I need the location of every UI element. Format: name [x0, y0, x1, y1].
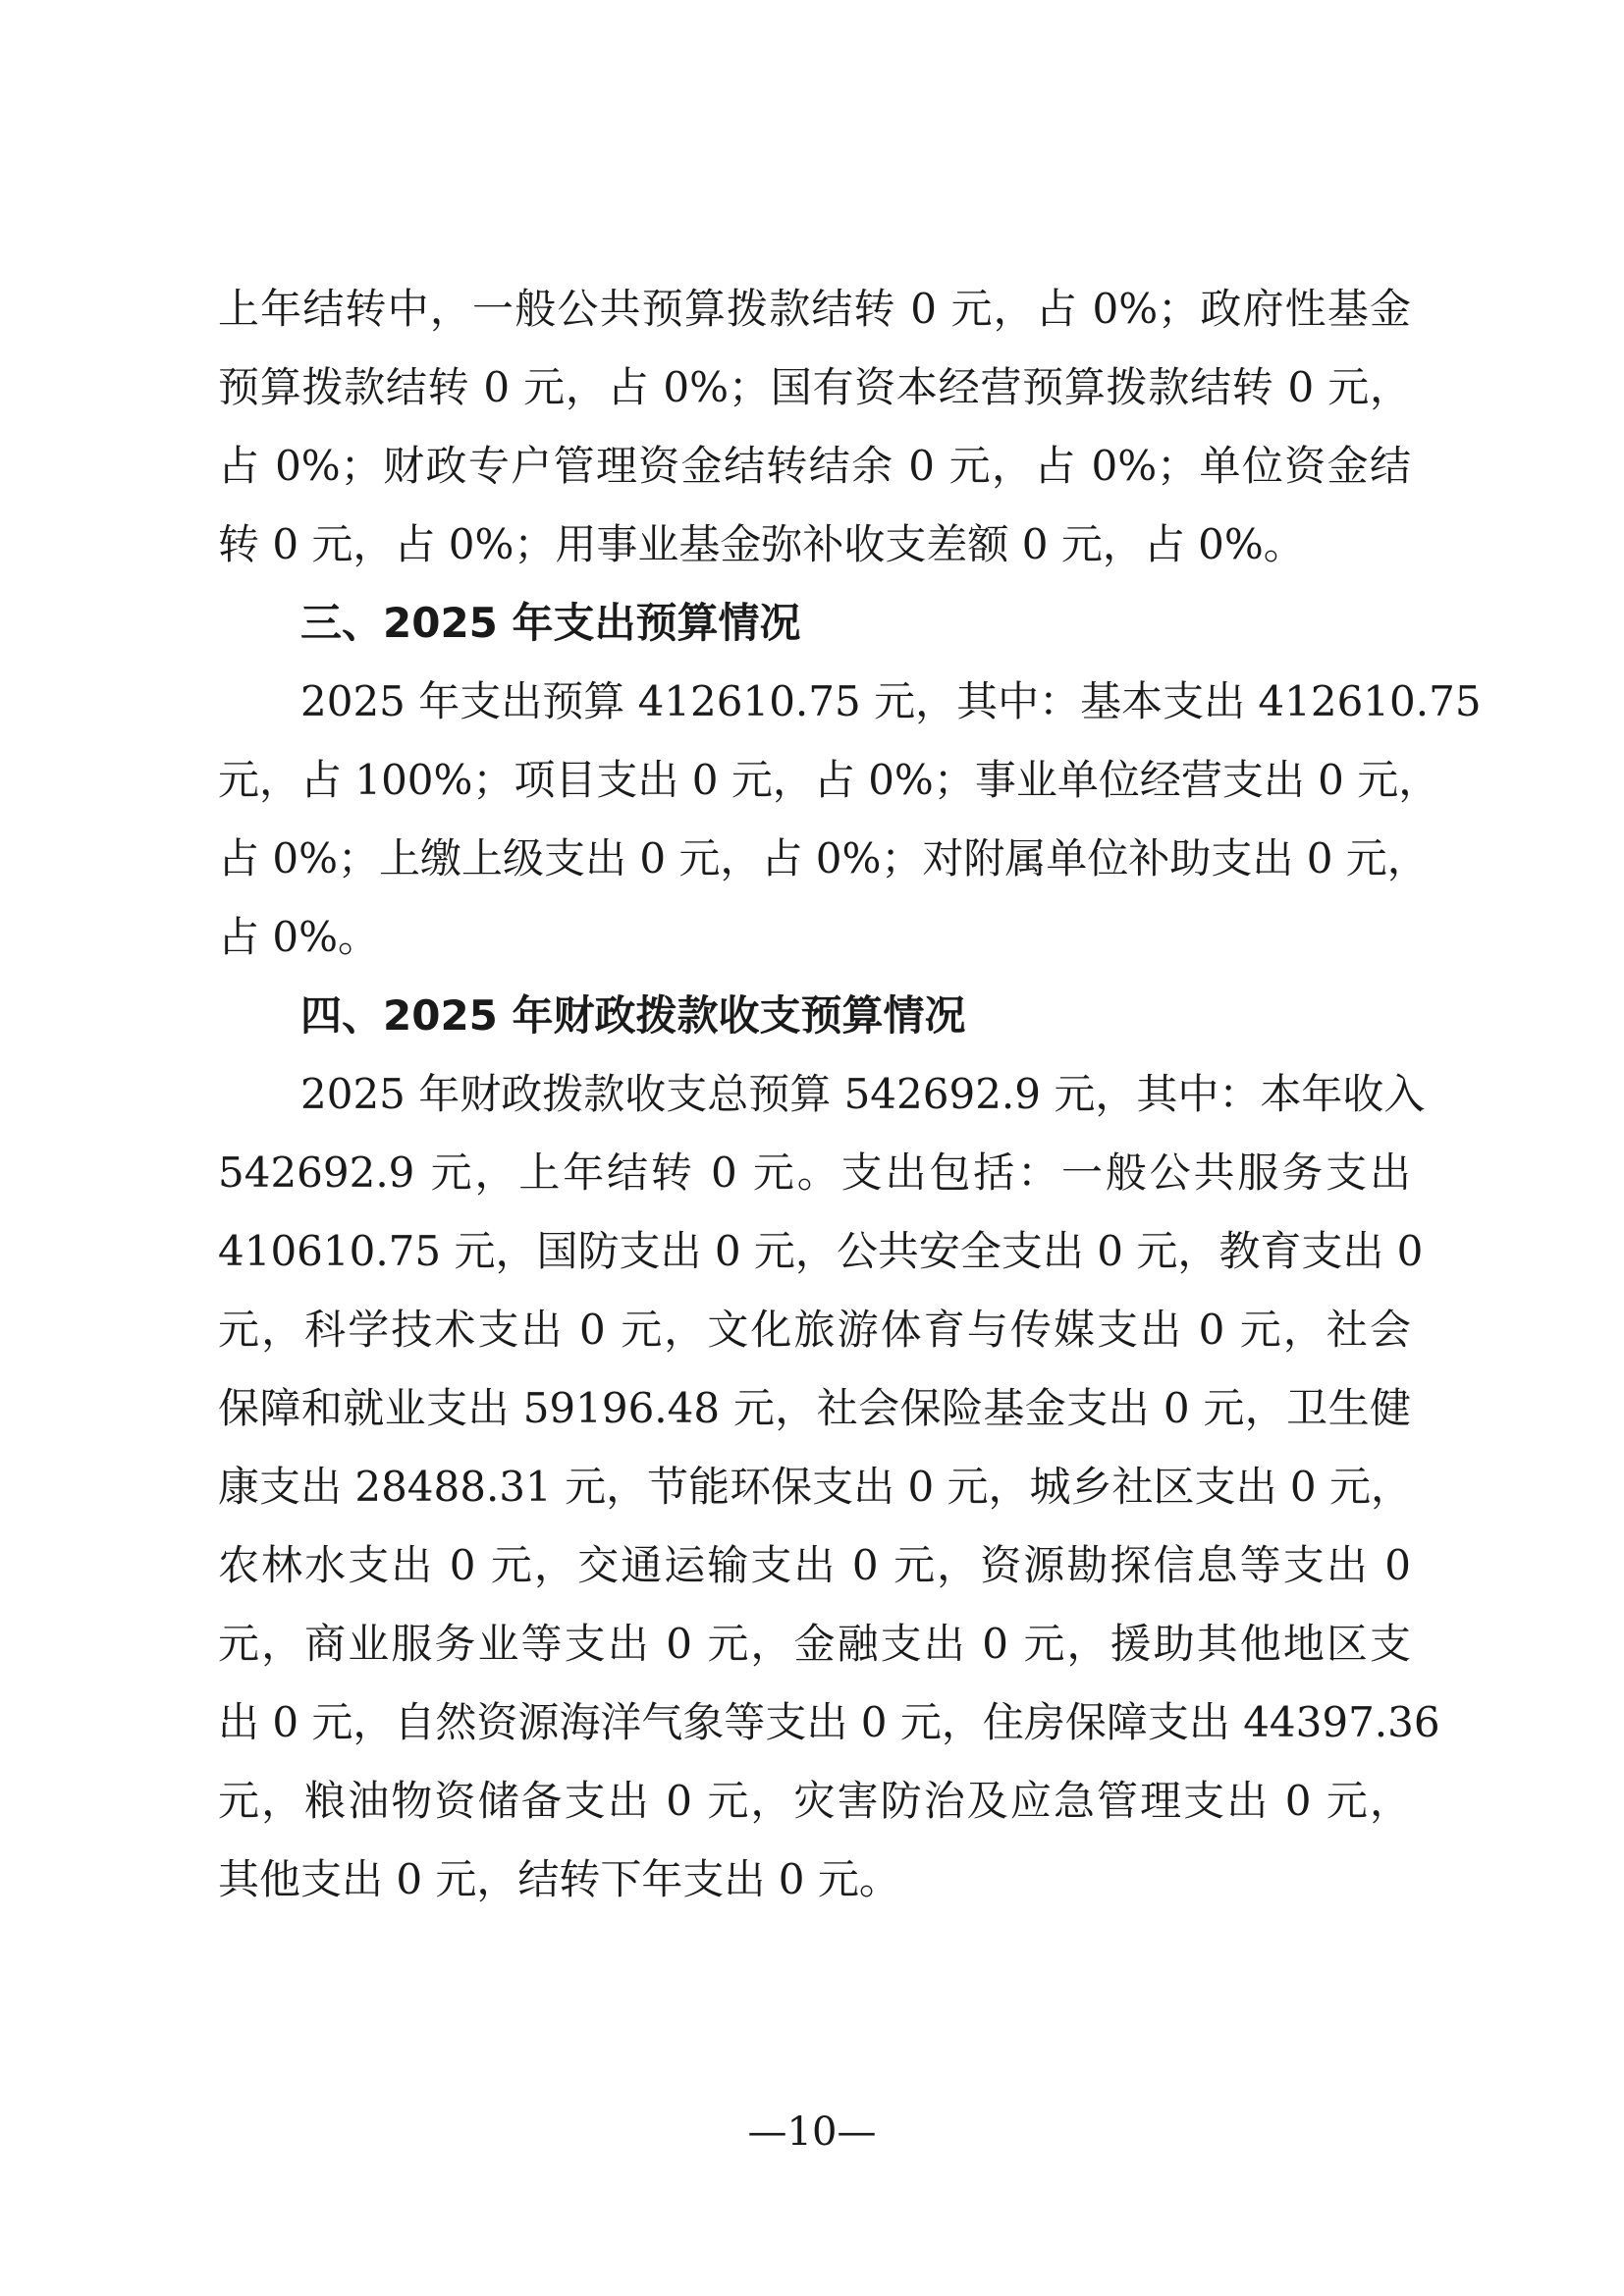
paragraph-line: 542692.9 元，上年结转 0 元。支出包括：一般公共服务支出: [218, 1148, 1411, 1197]
paragraph-line: 保障和就业支出 59196.48 元，社会保险基金支出 0 元，卫生健: [218, 1384, 1411, 1432]
paragraph-line: 占 0%。: [218, 913, 379, 961]
paragraph-line: 元，粮油物资储备支出 0 元，灾害防治及应急管理支出 0 元，: [218, 1777, 1411, 1825]
paragraph-line: 占 0%；上缴上级支出 0 元，占 0%；对附属单位补助支出 0 元，: [218, 834, 1429, 882]
paragraph-line: 410610.75 元，国防支出 0 元，公共安全支出 0 元，教育支出 0: [218, 1227, 1424, 1275]
paragraph-line: 2025 年支出预算 412610.75 元，其中：基本支出 412610.75: [300, 677, 1482, 725]
paragraph-line: 元，商业服务业等支出 0 元，金融支出 0 元，援助其他地区支: [218, 1620, 1411, 1668]
paragraph-line: 元，科学技术支出 0 元，文化旅游体育与传媒支出 0 元，社会: [218, 1306, 1411, 1354]
page-number: —10—: [747, 2109, 877, 2155]
paragraph-line: 其他支出 0 元，结转下年支出 0 元。: [218, 1855, 900, 1903]
paragraph-line: 2025 年财政拨款收支总预算 542692.9 元，其中：本年收入: [300, 1070, 1426, 1118]
section-heading-fiscal-appropriation: 四、2025 年财政拨款收支预算情况: [300, 991, 966, 1040]
paragraph-line: 转 0 元，占 0%；用事业基金弥补收支差额 0 元，占 0%。: [218, 520, 1305, 568]
paragraph-line: 预算拨款结转 0 元，占 0%；国有资本经营预算拨款结转 0 元，: [218, 363, 1411, 411]
paragraph-line: 占 0%；财政专户管理资金结转结余 0 元，占 0%；单位资金结: [218, 442, 1411, 490]
paragraph-line: 出 0 元，自然资源海洋气象等支出 0 元，住房保障支出 44397.36: [218, 1698, 1440, 1746]
paragraph-line: 上年结转中，一般公共预算拨款结转 0 元，占 0%；政府性基金: [218, 285, 1411, 333]
paragraph-line: 农林水支出 0 元，交通运输支出 0 元，资源勘探信息等支出 0: [218, 1541, 1411, 1589]
paragraph-line: 元，占 100%；项目支出 0 元，占 0%；事业单位经营支出 0 元，: [218, 756, 1440, 804]
section-heading-expenditure: 三、2025 年支出预算情况: [300, 599, 801, 647]
paragraph-line: 康支出 28488.31 元，节能环保支出 0 元，城乡社区支出 0 元，: [218, 1463, 1412, 1511]
